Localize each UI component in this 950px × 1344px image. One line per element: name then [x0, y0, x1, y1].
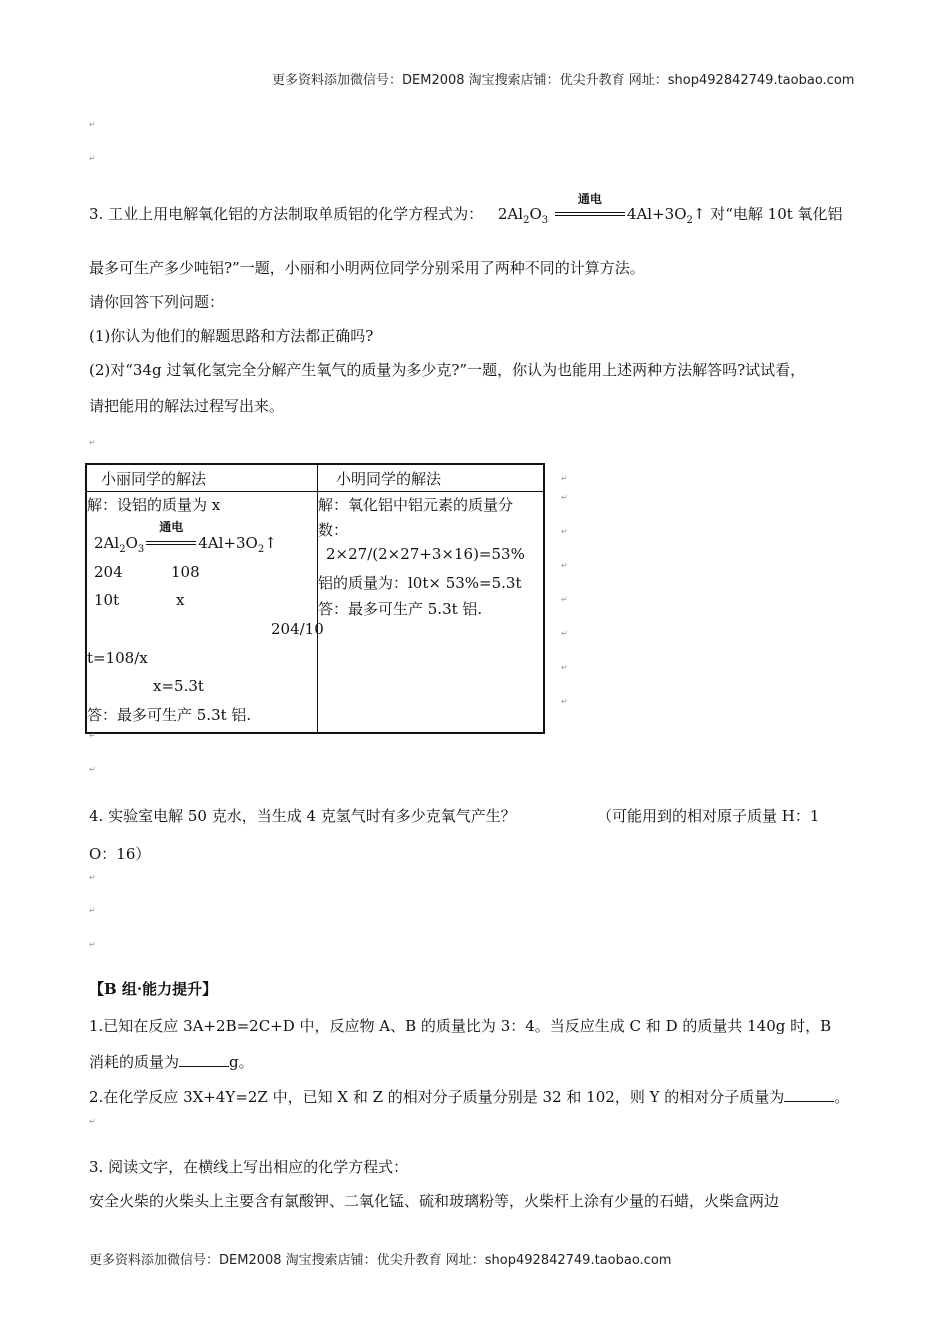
- xiaoming-line: 解：氧化铝中铝元素的质量分: [318, 496, 514, 514]
- xiaoli-equation: [94, 520, 277, 555]
- eq-sub: 3: [541, 215, 549, 226]
- condition-label: 通电: [577, 192, 602, 206]
- paragraph-mark: ↵: [561, 493, 568, 502]
- paragraph-mark: ↵: [89, 438, 96, 447]
- eq-sub: 3: [137, 544, 145, 555]
- q3-line5: (2)对“34g 过氧化氢完全分解产生氧气的质量为多少克?”一题，你认为也能用上述两种方法解答吗?试试看，: [89, 361, 806, 379]
- eq-o: O: [125, 534, 138, 552]
- page-header: 更多资料添加微信号：DEM2008 淘宝搜索店铺：优尖升教育 网址：shop492842749.taobao.com: [272, 73, 855, 88]
- q3-suffix: 对“电解 10t 氧化铝: [710, 205, 843, 223]
- q3-line2: 最多可生产多少吨铝?”一题，小丽和小明两位同学分别采用了两种不同的计算方法。: [89, 259, 645, 277]
- reaction-condition: [146, 520, 196, 554]
- paragraph-mark: ↵: [89, 765, 96, 774]
- paragraph-mark: ↵: [561, 595, 568, 604]
- q3-prefix: 3. 工业上用电解氧化铝的方法制取单质铝的化学方程式为：: [89, 205, 484, 223]
- page-footer: 更多资料添加微信号：DEM2008 淘宝搜索店铺：优尖升教育 网址：shop492842749.taobao.com: [89, 1253, 672, 1268]
- solution-table: [85, 463, 545, 734]
- b-q2: [89, 1087, 849, 1107]
- xiaoli-line: 10t: [94, 591, 120, 609]
- b-q2-text: 2.在化学反应 3X+4Y=2Z 中，已知 X 和 Z 的相对分子质量分别是 32 和 102，则 Y 的相对分子质量为: [89, 1088, 785, 1106]
- q3-line3: 请你回答下列问题：: [89, 293, 225, 311]
- paragraph-mark: ↵: [89, 940, 96, 949]
- paragraph-mark: ↵: [89, 1117, 96, 1126]
- xiaoli-line: x=5.3t: [153, 677, 204, 695]
- gas-arrow: ↑: [264, 534, 277, 552]
- xiaoli-line: 204: [94, 563, 123, 581]
- b-q1-line2: [89, 1052, 254, 1072]
- xiaoli-line: 解：设铝的质量为 x: [87, 496, 221, 514]
- paragraph-mark: ↵: [89, 906, 96, 915]
- paragraph-mark: ↵: [561, 663, 568, 672]
- reaction-condition: [555, 192, 625, 225]
- xiaoli-line: 答：最多可生产 5.3t 铝.: [87, 706, 252, 724]
- paragraph-mark: ↵: [561, 474, 568, 483]
- q3-line4: (1)你认为他们的解题思路和方法都正确吗?: [89, 327, 374, 345]
- q4-line2: O：16）: [89, 845, 151, 863]
- paragraph-mark: ↵: [561, 561, 568, 570]
- eq-sub: 2: [686, 215, 693, 226]
- eq-left: 2Al: [94, 534, 120, 552]
- b-q2-end: 。: [834, 1088, 850, 1106]
- xiaoli-solution: [86, 492, 324, 734]
- condition-label: 通电: [159, 520, 184, 534]
- xiaoming-line: 数：: [318, 521, 349, 539]
- xiaoli-line: t=108/x: [87, 649, 148, 667]
- paragraph-mark: ↵: [89, 120, 96, 129]
- section-b-title: 【B 组·能力提升】: [89, 980, 218, 998]
- paragraph-mark: ↵: [89, 154, 96, 163]
- xiaoli-line: 204/10: [271, 620, 324, 638]
- gas-arrow: ↑: [692, 205, 706, 223]
- paragraph-mark: ↵: [561, 697, 568, 706]
- answer-blank[interactable]: [179, 1052, 229, 1067]
- paragraph-mark: ↵: [561, 629, 568, 638]
- q4-line1a: 4. 实验室电解 50 克水，当生成 4 克氢气时有多少克氧气产生？: [89, 807, 516, 825]
- q3-line6: 请把能用的解法过程写出来。: [89, 397, 285, 415]
- xiaoming-solution: [318, 492, 545, 734]
- xiaoming-line: 答：最多可生产 5.3t 铝.: [318, 600, 483, 618]
- paragraph-mark: ↵: [89, 731, 96, 740]
- xiaoli-line: 108: [171, 563, 200, 581]
- b-q1-text: 消耗的质量为: [89, 1053, 180, 1071]
- eq-sub: 2: [523, 215, 530, 226]
- eq-sub: 2: [257, 544, 265, 555]
- b-q1-unit: g。: [229, 1053, 254, 1071]
- xiaoming-line: 2×27/(2×27+3×16)=53%: [326, 545, 525, 563]
- eq-left: 2Al: [497, 205, 524, 223]
- paragraph-mark: ↵: [561, 527, 568, 536]
- q4-line1b: （可能用到的相对原子质量 H：1: [597, 807, 820, 825]
- q3-equation: [497, 192, 710, 226]
- paragraph-mark: ↵: [89, 873, 96, 882]
- xiaoming-line: 铝的质量为：l0t× 53%=5.3t: [318, 574, 522, 592]
- eq-right: 4Al+3O: [626, 205, 687, 223]
- q3-line1: [89, 192, 843, 231]
- eq-o: O: [529, 205, 542, 223]
- b-q3: 3. 阅读文字，在横线上写出相应的化学方程式：: [89, 1158, 409, 1176]
- eq-right: 4Al+3O: [198, 534, 258, 552]
- col1-header: 小丽同学的解法: [86, 464, 318, 492]
- b-q3-text: 安全火柴的火柴头上主要含有氯酸钾、二氧化锰、硫和玻璃粉等，火柴杆上涂有少量的石蜡，火柴盒两边: [89, 1192, 780, 1210]
- xiaoli-line: x: [176, 591, 185, 609]
- col2-header: 小明同学的解法: [318, 464, 545, 492]
- eq-sub: 2: [119, 544, 126, 555]
- b-q1-line1: 1.已知在反应 3A+2B=2C+D 中，反应物 A、B 的质量比为 3：4。当反应生成 C 和 D 的质量共 140g 时，B: [89, 1017, 832, 1035]
- answer-blank[interactable]: [784, 1087, 834, 1102]
